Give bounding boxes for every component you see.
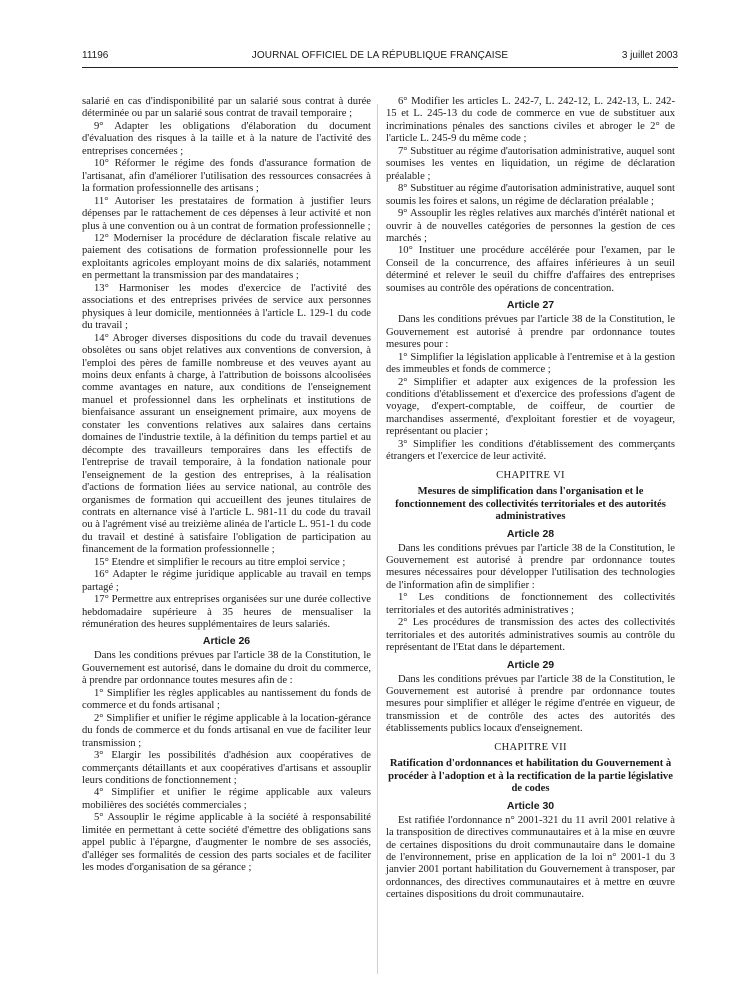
article-heading: Article 29: [506, 658, 555, 671]
chapter-title: Mesures de simplification dans l'organisation et le fonctionnement des collectivités territoriales et des autorités administratives: [395, 486, 666, 523]
paragraph: 2° Simplifier et adapter aux exigences de la profession les conditions d'établissement et d'exercice des professions d'agent de voyage, d'expert-comptable, de coiffeur, de courtier de marchandises assermenté, d'exploitant forestier et de voyageur, représentant ou placier ;: [386, 376, 675, 438]
paragraph: 5° Assouplir le régime applicable à la société à responsabilité limitée en permettant à cette société d'émettre des obligations sans appel public à l'épargne, d'augmenter le nombre de ses associés, d'alléger ses formalités de cession des parts sociales et de faciliter les modes d'organisation de sa gérance ;: [82, 812, 371, 874]
left-column: [82, 96, 371, 875]
page-number: 11196: [82, 50, 109, 61]
paragraph: 8° Substituer au régime d'autorisation administrative, auquel sont soumis les foires et salons, un régime de déclaration préalable ;: [386, 183, 675, 207]
paragraph: salarié en cas d'indisponibilité par un salarié sous contrat à durée déterminée ou par un salarié sous contrat de travail temporaire ;: [82, 96, 371, 120]
paragraph: 4° Simplifier et unifier le régime applicable aux valeurs mobilières des sociétés commerciales ;: [82, 787, 371, 811]
paragraph: 1° Simplifier les règles applicables au nantissement du fonds de commerce et du fonds artisanal ;: [82, 687, 371, 712]
paragraph: Dans les conditions prévues par l'article 38 de la Constitution, le Gouvernement est autorisé, dans le domaine du droit du commerce, à prendre par ordonnance toutes mesures afin de :: [82, 650, 371, 687]
column-divider: [377, 104, 378, 974]
article-heading: Article 27: [506, 299, 555, 312]
paragraph: Est ratifiée l'ordonnance n° 2001-321 du 11 avril 2001 relative à la transposition de directives communautaires et à la mise en œuvre de certaines dispositions du droit communautaire dans le domaine de l'environnement, prise en application de la loi n° 2001-1 du 3 janvier 2001 portant habilitation du Gouvernement à transposer, par ordonnances, des directives communautaires et à mettre en œuvre certaines dispositions du droit communautaire.: [386, 814, 675, 901]
article-heading: Article 28: [506, 527, 555, 540]
header-rule: [82, 67, 678, 68]
paragraph: 11° Autoriser les prestataires de formation à justifier leurs dépenses par le rattachement de ces dépenses à leur activité et non plus à une convention ou à un contrat de formation professionnelle ;: [82, 195, 371, 232]
paragraph: 3° Elargir les possibilités d'adhésion aux coopératives de commerçants détaillants et aux coopératives d'artisans et assouplir leurs conditions de fonctionnement ;: [82, 750, 371, 787]
paragraph: 6° Modifier les articles L. 242-7, L. 242-12, L. 242-13, L. 242-15 et L. 245-13 du code de commerce en vue de substituer aux incriminations pénales des sanctions civiles et abroger le 2° de l'article L. 245-9 du même code ;: [386, 96, 675, 145]
chapter-title: Ratification d'ordonnances et habilitation du Gouvernement à procéder à l'adoption et à la rectification de la partie législative de codes: [388, 758, 673, 795]
paragraph: Dans les conditions prévues par l'article 38 de la Constitution, le Gouvernement est autorisé à prendre par ordonnance toutes mesures pour simplifier et alléger le régime d'entrée en vigueur, de transmission et de contrôle des actes des autorités des établissements publics locaux d'enseignement.: [386, 673, 675, 735]
page-header: [82, 50, 678, 66]
article-heading: Article 26: [202, 635, 251, 648]
paragraph: 13° Harmoniser les modes d'exercice de l'activité des associations et des entreprises privées de service aux personnes physiques à leur domicile, mentionnées à l'article L. 129-1 du code du travail ;: [82, 282, 371, 332]
publication-date: 3 juillet 2003: [621, 50, 678, 61]
paragraph: 14° Abroger diverses dispositions du code du travail devenues obsolètes ou sans objet relatives aux conventions de conversion, à l'emploi des pères de famille nombreuse et des veuves ayant au moins deux enfants à charge, à l'attribution de boissons alcoolisées comme avantages en nature, aux conditions de l'enseignement manuel et professionnel dans les orphelinats et institutions de bienfaisance assurant un enseignement primaire, aux moyens de constater les conventions relatives aux salaires dans certains domaines de l'industrie textile, à la définition du temps partiel et au décompte des travailleurs temporaires dans les effectifs de l'entreprise de travail temporaire, à la fondation nationale pour l'enseignement de la gestion des entreprises, à la réalisation d'actions de formation liées au service national, au contrôle des organismes de formation qui accueillent des jeunes titulaires de contrats en alternance visé à l'article L. 981-11 du code du travail ou à l'agrément visé au treizième alinéa de l'article L. 951-1 du code du travail et destiné à satisfaire l'obligation de participation au financement de la formation professionnelle ;: [82, 332, 371, 556]
paragraph: 9° Adapter les obligations d'élaboration du document d'évaluation des risques à la taille et à la nature de l'activité des entreprises concernées ;: [82, 120, 371, 157]
paragraph: Dans les conditions prévues par l'article 38 de la Constitution, le Gouvernement est autorisé à prendre par ordonnance toutes mesures nécessaires pour développer l'utilisation des technologies de l'information afin de simplifier :: [386, 542, 675, 591]
paragraph: Dans les conditions prévues par l'article 38 de la Constitution, le Gouvernement est autorisé à prendre par ordonnance toutes mesures pour :: [386, 314, 675, 351]
right-column: [386, 96, 675, 902]
paragraph: 7° Substituer au régime d'autorisation administrative, auquel sont soumises les ventes en liquidation, un régime de déclaration préalable ;: [386, 145, 675, 182]
paragraph: 15° Etendre et simplifier le recours au titre emploi service ;: [94, 556, 346, 568]
article-heading: Article 30: [506, 799, 555, 812]
paragraph: 10° Instituer une procédure accélérée pour l'examen, par le Conseil de la concurrence, des affaires inférieures à un seuil déterminé et relever le seuil du chiffre d'affaires des entreprises soumises au contrôle des opérations de concentration.: [386, 245, 675, 294]
paragraph: 12° Moderniser la procédure de déclaration fiscale relative au paiement des cotisations de formation professionnelle pour les exploitants agricoles employant moins de dix salariés, notamment en permettant la transmission par des mandataires ;: [82, 232, 371, 282]
paragraph: 3° Simplifier les conditions d'établissement des commerçants étrangers et l'exercice de leur activité.: [386, 438, 675, 463]
paragraph: 17° Permettre aux entreprises organisées sur une durée collective hebdomadaire supérieure à 35 heures de mensualiser la rémunération des heures supplémentaires de leurs salariés.: [82, 594, 371, 631]
paragraph: 10° Réformer le régime des fonds d'assurance formation de l'artisanat, afin d'améliorer l'utilisation des ressources consacrées à la formation professionnelle des artisans ;: [82, 158, 371, 195]
paragraph: 2° Simplifier et unifier le régime applicable à la location-gérance du fonds de commerce et du fonds artisanal en vue de faciliter leur transmission ;: [82, 712, 371, 749]
paragraph: 9° Assouplir les règles relatives aux marchés d'intérêt national et ouvrir à de nouvelles catégories de personnes la gestion de ces marchés ;: [386, 208, 675, 244]
chapter-heading: CHAPITRE VII: [494, 741, 567, 753]
journal-title: JOURNAL OFFICIEL DE LA RÉPUBLIQUE FRANÇAISE: [251, 50, 509, 61]
chapter-heading: CHAPITRE VI: [496, 469, 565, 481]
paragraph: 16° Adapter le régime juridique applicable au travail en temps partagé ;: [82, 569, 371, 593]
paragraph: 1° Les conditions de fonctionnement des collectivités territoriales et des autorités administratives ;: [386, 592, 675, 616]
paragraph: 2° Les procédures de transmission des actes des collectivités territoriales et des autorités administratives soumis au contrôle du représentant de l'Etat dans le département.: [386, 617, 675, 654]
paragraph: 1° Simplifier la législation applicable à l'entremise et à la gestion des immeubles et fonds de commerce ;: [386, 351, 675, 376]
